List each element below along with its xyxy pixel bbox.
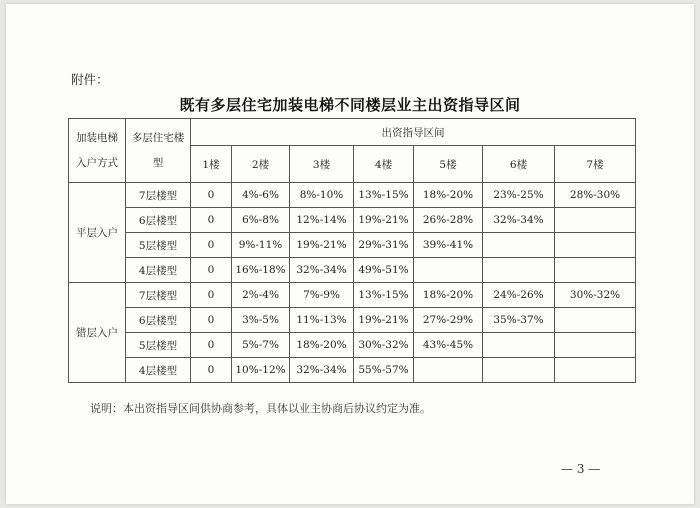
funding-table <box>68 118 636 383</box>
range-cell: 35%-37% <box>483 308 555 333</box>
header-type-cell <box>126 119 191 183</box>
range-cell: 28%-30% <box>555 183 636 208</box>
range-cell: 32%-34% <box>290 358 354 383</box>
building-type-cell: 7层楼型 <box>126 283 191 308</box>
range-cell: 9%-11% <box>232 233 290 258</box>
header-type-line1: 多层住宅楼 <box>131 132 185 144</box>
attachment-label: 附件： <box>71 72 109 87</box>
range-cell: 2%-4% <box>232 283 290 308</box>
range-cell <box>483 233 555 258</box>
building-type-cell: 7层楼型 <box>126 183 191 208</box>
header-range-label: 出资指导区间 <box>191 119 636 146</box>
range-cell: 23%-25% <box>483 183 555 208</box>
range-cell: 0 <box>191 358 232 383</box>
range-cell: 26%-28% <box>414 208 483 233</box>
range-cell <box>414 358 483 383</box>
range-cell: 0 <box>191 308 232 333</box>
building-type-cell: 5层楼型 <box>126 333 191 358</box>
range-cell: 18%-20% <box>290 333 354 358</box>
range-cell: 0 <box>191 233 232 258</box>
range-cell: 7%-9% <box>290 283 354 308</box>
header-floor: 2楼 <box>232 146 290 183</box>
range-cell: 0 <box>191 258 232 283</box>
document-page <box>6 4 694 504</box>
range-cell: 30%-32% <box>354 333 414 358</box>
page-number: — 3 — <box>561 462 601 476</box>
building-type-cell: 5层楼型 <box>126 233 191 258</box>
range-cell: 13%-15% <box>354 283 414 308</box>
range-cell: 39%-41% <box>414 233 483 258</box>
header-floor: 3楼 <box>290 146 354 183</box>
page-title: 既有多层住宅加装电梯不同楼层业主出资指导区间 <box>179 96 521 114</box>
range-cell <box>555 233 636 258</box>
range-cell <box>555 358 636 383</box>
table-row <box>69 358 636 383</box>
range-cell: 55%-57% <box>354 358 414 383</box>
range-cell <box>483 358 555 383</box>
range-cell: 18%-20% <box>414 283 483 308</box>
range-cell: 10%-12% <box>232 358 290 383</box>
range-cell: 13%-15% <box>354 183 414 208</box>
header-mode-line1: 加装电梯 <box>76 132 118 144</box>
range-cell: 24%-26% <box>483 283 555 308</box>
range-cell: 19%-21% <box>290 233 354 258</box>
building-type-cell: 6层楼型 <box>126 208 191 233</box>
building-type-cell: 4层楼型 <box>126 358 191 383</box>
range-cell: 16%-18% <box>232 258 290 283</box>
range-cell: 19%-21% <box>354 308 414 333</box>
entry-mode-cell: 平层入户 <box>69 183 126 283</box>
table-row <box>69 183 636 208</box>
range-cell: 0 <box>191 333 232 358</box>
range-cell: 12%-14% <box>290 208 354 233</box>
range-cell: 27%-29% <box>414 308 483 333</box>
range-cell: 30%-32% <box>555 283 636 308</box>
range-cell: 29%-31% <box>354 233 414 258</box>
header-floor: 1楼 <box>191 146 232 183</box>
header-row-1 <box>69 119 636 146</box>
table-row <box>69 308 636 333</box>
header-mode-line2: 入户方式 <box>76 156 118 169</box>
header-type-line2: 型 <box>152 156 164 169</box>
range-cell: 3%-5% <box>232 308 290 333</box>
range-cell <box>483 258 555 283</box>
range-cell: 49%-51% <box>354 258 414 283</box>
range-cell: 6%-8% <box>232 208 290 233</box>
range-cell <box>483 333 555 358</box>
header-floor: 5楼 <box>414 146 483 183</box>
range-cell <box>414 258 483 283</box>
header-floor: 6楼 <box>483 146 555 183</box>
range-cell: 43%-45% <box>414 333 483 358</box>
range-cell: 11%-13% <box>290 308 354 333</box>
entry-mode-cell: 错层入户 <box>69 283 126 383</box>
building-type-cell: 6层楼型 <box>126 308 191 333</box>
building-type-cell: 4层楼型 <box>126 258 191 283</box>
range-cell <box>555 258 636 283</box>
range-cell: 18%-20% <box>414 183 483 208</box>
range-cell: 32%-34% <box>483 208 555 233</box>
range-cell: 0 <box>191 183 232 208</box>
range-cell: 32%-34% <box>290 258 354 283</box>
range-cell <box>555 333 636 358</box>
range-cell: 5%-7% <box>232 333 290 358</box>
table-row <box>69 258 636 283</box>
range-cell: 4%-6% <box>232 183 290 208</box>
range-cell: 0 <box>191 283 232 308</box>
range-cell: 19%-21% <box>354 208 414 233</box>
table-row <box>69 233 636 258</box>
table-row <box>69 333 636 358</box>
table-row <box>69 208 636 233</box>
range-cell: 8%-10% <box>290 183 354 208</box>
footnote: 说明：本出资指导区间供协商参考，具体以业主协商后协议约定为准。 <box>90 402 431 415</box>
range-cell <box>555 308 636 333</box>
header-floor: 7楼 <box>555 146 636 183</box>
table-row <box>69 283 636 308</box>
range-cell <box>555 208 636 233</box>
header-mode-cell <box>69 119 126 183</box>
header-floor: 4楼 <box>354 146 414 183</box>
range-cell: 0 <box>191 208 232 233</box>
